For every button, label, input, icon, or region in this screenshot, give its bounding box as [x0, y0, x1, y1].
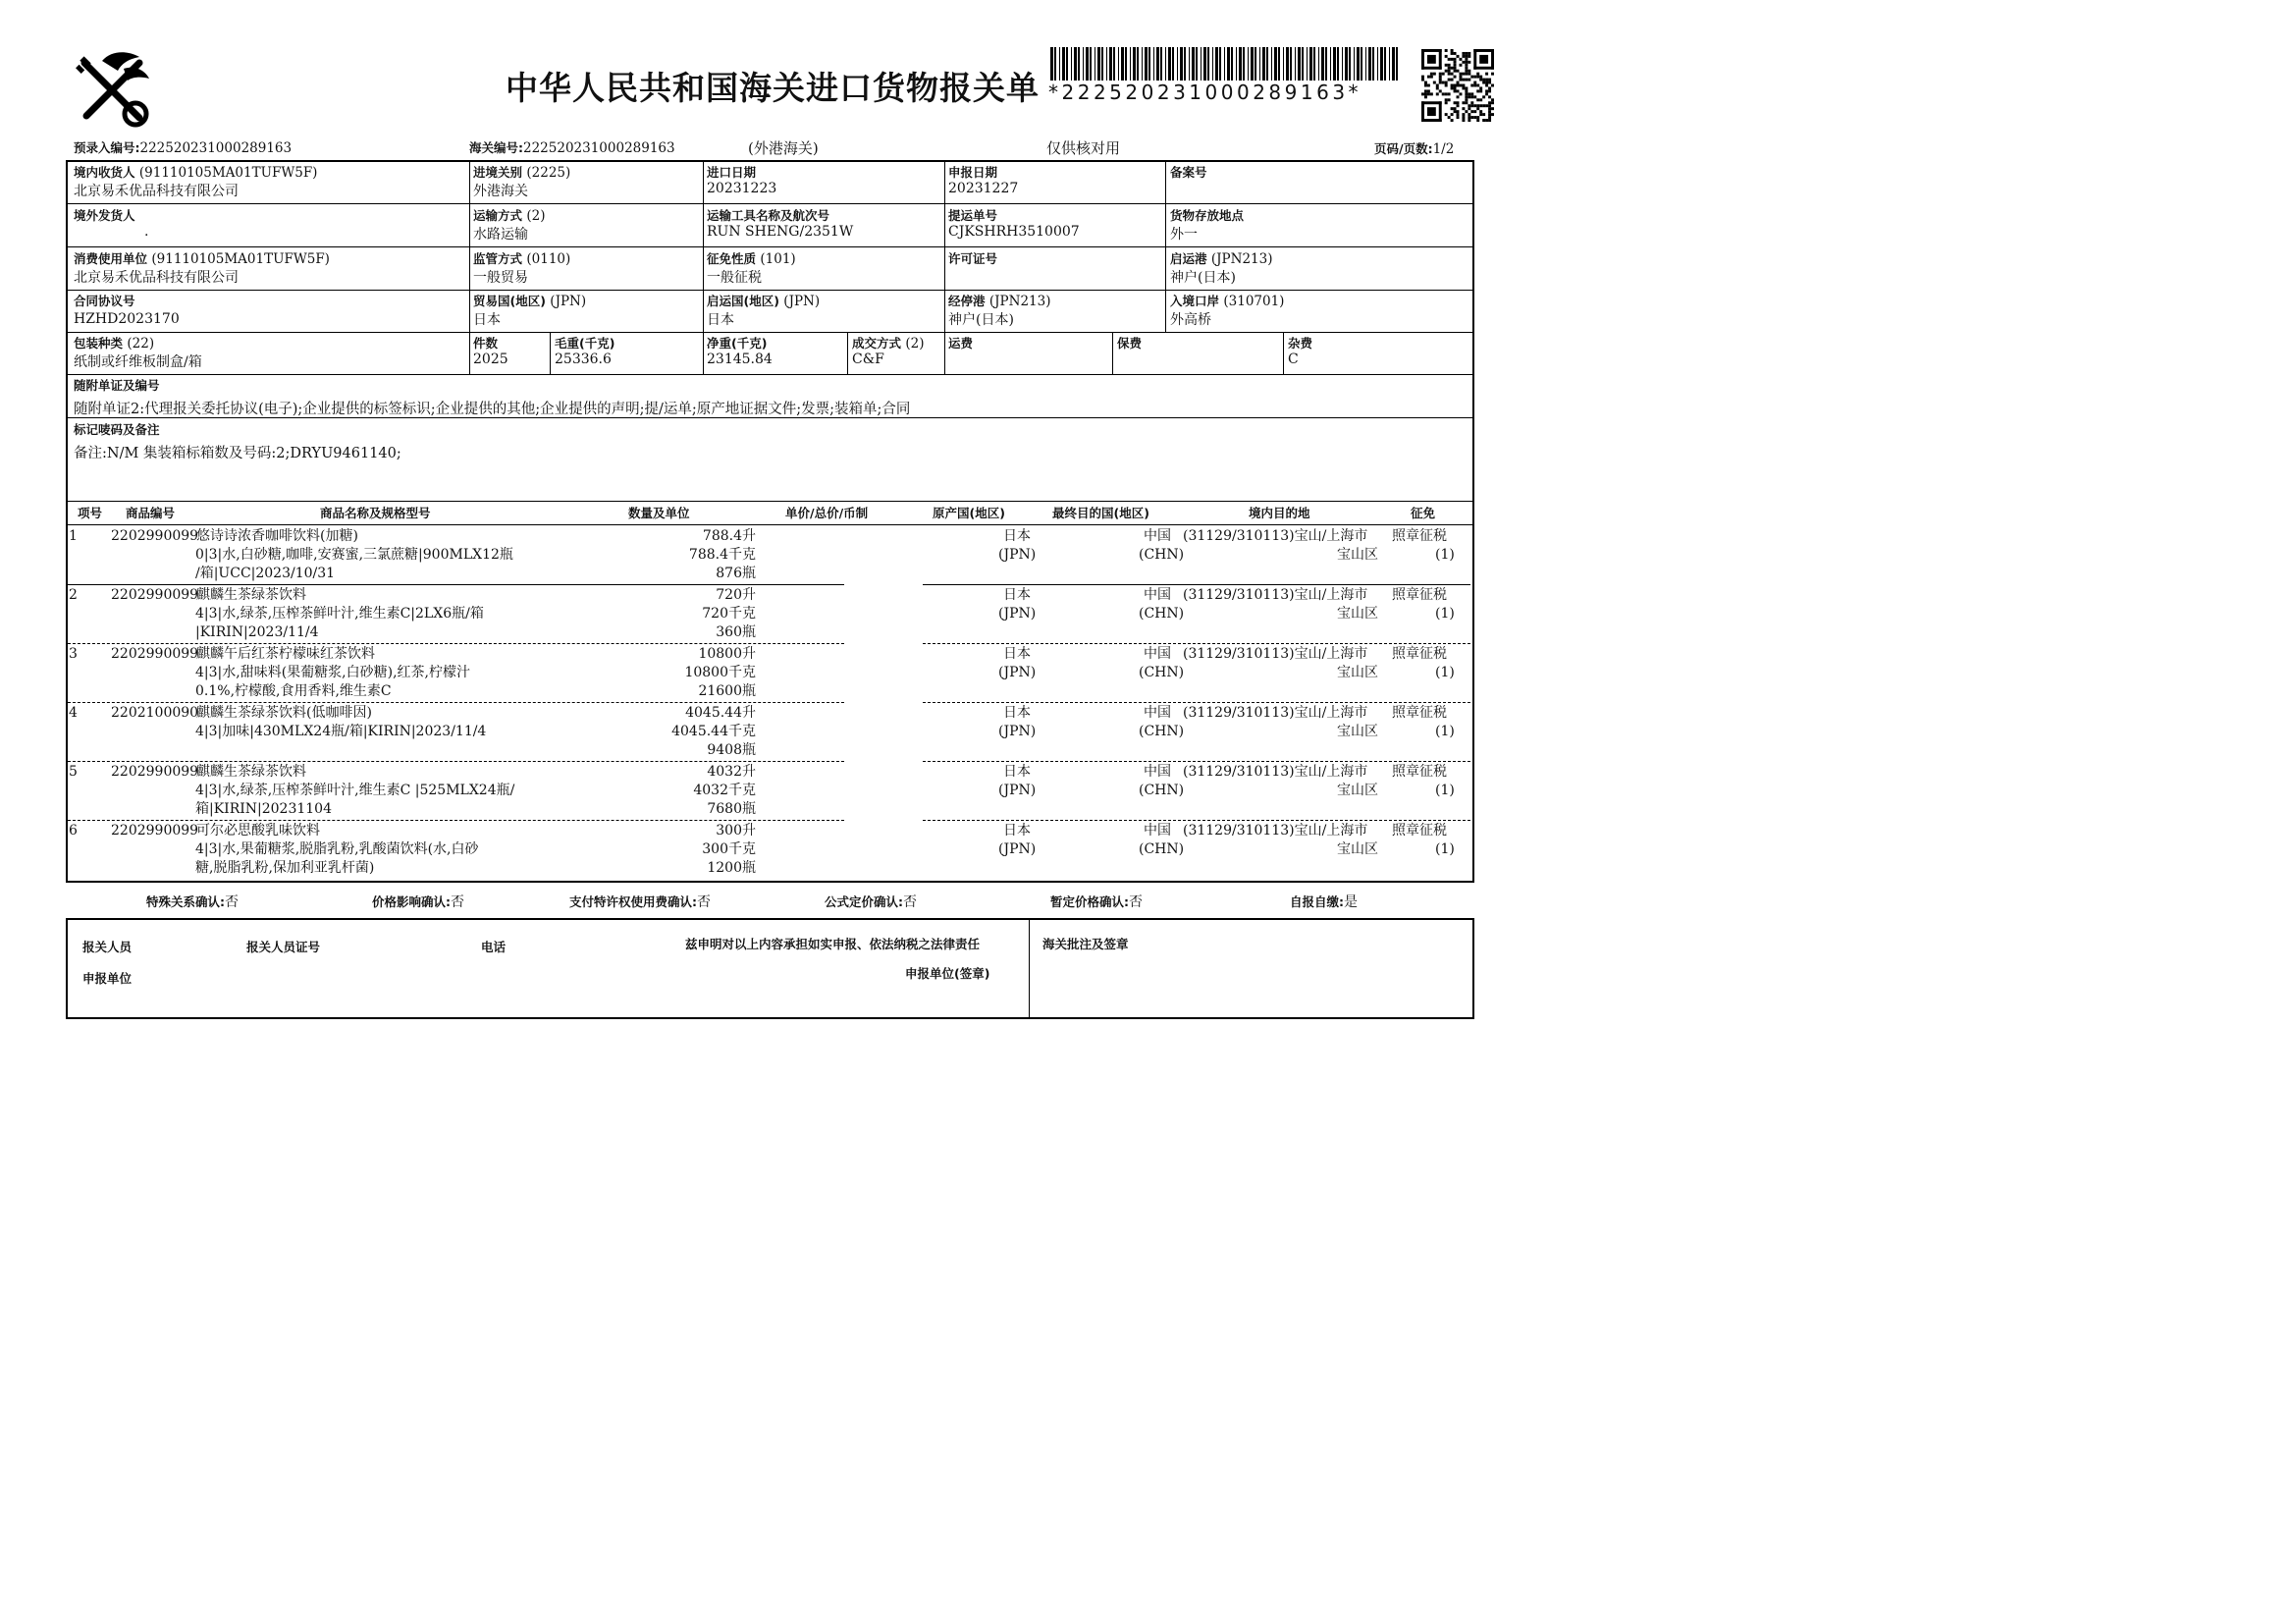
- import-date-field: 进口日期 20231223: [707, 165, 777, 196]
- misc-fee-field: 杂费 C: [1288, 336, 1313, 367]
- item-tax-code: (1): [1435, 724, 1455, 739]
- item-spec-line1: 4|3|水,甜味料(果葡糖浆,白砂糖),红茶,柠檬汁: [195, 665, 470, 680]
- dispatch-country-field: 启运国(地区) (JPN) 日本: [707, 294, 821, 328]
- item-tax-mode: 照章征税: [1392, 646, 1447, 662]
- item-final-dest: 中国: [1144, 646, 1171, 662]
- item-domestic-dest: (31129/310113)宝山/上海市: [1183, 646, 1368, 662]
- item-tax-code: (1): [1435, 606, 1455, 622]
- item-tax-mode: 照章征税: [1392, 705, 1447, 721]
- item-final-dest: 中国: [1144, 764, 1171, 780]
- pieces-field: 件数 2025: [473, 336, 508, 367]
- formula-price-confirm: 公式定价确认:否: [825, 894, 917, 910]
- item-qty1: 10800升: [698, 646, 756, 662]
- col-final-dest: 最终目的国(地区): [1052, 506, 1149, 520]
- item-name: 可尔必思酸乳味饮料: [196, 823, 320, 839]
- item-no: 5: [69, 764, 78, 780]
- item-tax-code: (1): [1435, 783, 1455, 798]
- item-qty1: 4032升: [707, 764, 756, 780]
- item-final-dest-code: (CHN): [1139, 724, 1185, 739]
- item-domestic-dest: (31129/310113)宝山/上海市: [1183, 587, 1368, 603]
- legal-statement: 兹申明对以上内容承担如实申报、依法纳税之法律责任: [685, 937, 981, 951]
- item-origin-code: (JPN): [998, 606, 1037, 622]
- item-qty2: 788.4千克: [688, 547, 756, 563]
- item-spec-line2: /箱|UCC|2023/10/31: [195, 566, 336, 581]
- item-domestic-dest-district: 宝山区: [1337, 665, 1378, 680]
- item-hs-code: 2202990099: [111, 528, 199, 544]
- item-domestic-dest-district: 宝山区: [1337, 724, 1378, 739]
- declare-unit-seal: 申报单位(签章): [905, 966, 990, 981]
- item-hs-code: 2202990099: [111, 764, 199, 780]
- row-separator-right: [923, 702, 1470, 703]
- qr-code: [1421, 49, 1494, 122]
- item-no: 4: [69, 705, 78, 721]
- notice-text: 仅供核对用: [1046, 139, 1121, 157]
- item-tax-mode: 照章征税: [1392, 587, 1447, 603]
- storage-field: 货物存放地点 外一: [1170, 208, 1245, 243]
- customs-emblem-icon: [73, 49, 153, 130]
- row-rule: [923, 584, 1470, 585]
- trade-country-field: 贸易国(地区) (JPN) 日本: [473, 294, 587, 328]
- item-spec-line1: 4|3|水,绿茶,压榨茶鲜叶汁,维生素C |525MLX24瓶/: [195, 783, 515, 798]
- package-field: 包装种类 (22) 纸制或纤维板制盒/箱: [74, 336, 202, 370]
- item-qty2: 4032千克: [693, 783, 756, 798]
- item-domestic-dest-district: 宝山区: [1337, 783, 1378, 798]
- entry-port-field: 入境口岸 (310701) 外高桥: [1170, 294, 1285, 328]
- col-tax: 征免: [1411, 506, 1436, 520]
- item-domestic-dest: (31129/310113)宝山/上海市: [1183, 823, 1368, 839]
- item-name: 麒麟生茶绿茶饮料(低咖啡因): [196, 705, 372, 721]
- bill-of-lading-field: 提运单号 CJKSHRH3510007: [948, 208, 1080, 240]
- row-separator-left: [68, 761, 844, 762]
- footer-frame: [66, 918, 1474, 1019]
- row-separator-right: [923, 643, 1470, 644]
- item-origin-code: (JPN): [998, 665, 1037, 680]
- declarant-label: 报关人员: [82, 940, 133, 954]
- col-price: 单价/总价/币制: [785, 506, 869, 520]
- item-origin: 日本: [1003, 646, 1031, 662]
- row-separator-right: [923, 820, 1470, 821]
- item-qty3: 360瓶: [716, 624, 756, 640]
- phone-label: 电话: [481, 940, 507, 954]
- declarant-id-label: 报关人员证号: [246, 940, 321, 954]
- item-domestic-dest-district: 宝山区: [1337, 547, 1378, 563]
- pre-entry-number: 预录入编号:222520231000289163: [74, 140, 293, 156]
- item-origin: 日本: [1003, 823, 1031, 839]
- page-indicator: 页码/页数:1/2: [1374, 141, 1455, 157]
- freight-field: 运费: [948, 336, 974, 351]
- transport-mode-field: 运输方式 (2) 水路运输: [473, 208, 546, 243]
- customs-office: (外港海关): [748, 139, 819, 157]
- royalty-confirm: 支付特许权使用费确认:否: [569, 894, 711, 910]
- item-origin-code: (JPN): [998, 841, 1037, 857]
- row-separator-left: [68, 643, 844, 644]
- departure-port-field: 启运港 (JPN213) 神户(日本): [1170, 251, 1273, 286]
- gross-weight-field: 毛重(千克) 25336.6: [555, 336, 615, 367]
- barcode: [1048, 47, 1402, 81]
- item-spec-line2: |KIRIN|2023/11/4: [195, 624, 319, 640]
- item-final-dest: 中国: [1144, 528, 1171, 544]
- item-origin-code: (JPN): [998, 724, 1037, 739]
- item-name: 麒麟生茶绿茶饮料: [196, 764, 306, 780]
- item-origin-code: (JPN): [998, 547, 1037, 563]
- item-qty3: 21600瓶: [698, 683, 756, 699]
- item-qty2: 4045.44千克: [671, 724, 756, 739]
- item-final-dest-code: (CHN): [1139, 841, 1185, 857]
- marks-remarks-field: 标记唛码及备注 备注:N/M 集装箱标箱数及号码:2;DRYU9461140;: [74, 422, 401, 461]
- item-tax-code: (1): [1435, 665, 1455, 680]
- item-origin: 日本: [1003, 764, 1031, 780]
- item-domestic-dest-district: 宝山区: [1337, 606, 1378, 622]
- row-separator-left: [68, 820, 844, 821]
- item-qty1: 720升: [716, 587, 756, 603]
- item-name: 麒麟生茶绿茶饮料: [196, 587, 306, 603]
- item-qty3: 876瓶: [716, 566, 756, 581]
- record-no-field: 备案号: [1170, 165, 1207, 180]
- col-item-no: 项号: [78, 506, 103, 520]
- deal-mode-field: 成交方式 (2) C&F: [852, 336, 925, 367]
- item-qty1: 300升: [716, 823, 756, 839]
- declare-date-field: 申报日期 20231227: [948, 165, 1019, 196]
- col-name-spec: 商品名称及规格型号: [320, 506, 431, 520]
- net-weight-field: 净重(千克) 23145.84: [707, 336, 773, 367]
- customs-number: 海关编号:222520231000289163: [469, 140, 675, 156]
- item-origin-code: (JPN): [998, 783, 1037, 798]
- item-qty3: 9408瓶: [707, 742, 756, 758]
- item-origin: 日本: [1003, 528, 1031, 544]
- transit-port-field: 经停港 (JPN213) 神户(日本): [948, 294, 1051, 328]
- document-title: 中华人民共和国海关进口货物报关单: [506, 69, 1040, 107]
- tax-nature-field: 征免性质 (101) 一般征税: [707, 251, 796, 286]
- item-domestic-dest: (31129/310113)宝山/上海市: [1183, 764, 1368, 780]
- shipper-field: 境外发货人 .: [74, 208, 149, 240]
- supervision-field: 监管方式 (0110) 一般贸易: [473, 251, 571, 286]
- item-spec-line2: 0.1%,柠檬酸,食用香料,维生素C: [195, 683, 392, 699]
- item-qty2: 300千克: [702, 841, 756, 857]
- item-spec-line2: 糖,脱脂乳粉,保加利亚乳杆菌): [195, 860, 375, 876]
- declare-unit-label: 申报单位: [82, 971, 133, 986]
- item-qty3: 1200瓶: [707, 860, 756, 876]
- item-hs-code: 2202990099: [111, 646, 199, 662]
- contract-field: 合同协议号 HZHD2023170: [74, 294, 180, 327]
- item-no: 1: [69, 528, 78, 544]
- self-pay-confirm: 自报自缴:是: [1290, 894, 1358, 910]
- row-rule: [68, 584, 843, 585]
- item-name: 麒麟午后红茶柠檬味红茶饮料: [196, 646, 375, 662]
- item-tax-code: (1): [1435, 841, 1455, 857]
- col-domestic-dest: 境内目的地: [1249, 506, 1310, 520]
- item-no: 6: [69, 823, 78, 839]
- item-origin: 日本: [1003, 705, 1031, 721]
- row-separator-right: [923, 761, 1470, 762]
- item-tax-mode: 照章征税: [1392, 823, 1447, 839]
- item-final-dest-code: (CHN): [1139, 665, 1185, 680]
- item-domestic-dest: (31129/310113)宝山/上海市: [1183, 528, 1368, 544]
- item-qty1: 788.4升: [702, 528, 756, 544]
- item-no: 3: [69, 646, 78, 662]
- item-qty2: 10800千克: [684, 665, 756, 680]
- item-final-dest-code: (CHN): [1139, 783, 1185, 798]
- item-domestic-dest-district: 宝山区: [1337, 841, 1378, 857]
- item-qty1: 4045.44升: [685, 705, 756, 721]
- item-hs-code: 2202990099: [111, 587, 199, 603]
- item-final-dest: 中国: [1144, 587, 1171, 603]
- item-spec-line1: 4|3|水,果葡糖浆,脱脂乳粉,乳酸菌饮料(水,白砂: [195, 841, 479, 857]
- special-relation-confirm: 特殊关系确认:否: [146, 894, 239, 910]
- insurance-field: 保费: [1117, 336, 1143, 351]
- item-tax-mode: 照章征税: [1392, 764, 1447, 780]
- documents-field: 随附单证及编号 随附单证2:代理报关委托协议(电子);企业提供的标签标识;企业提供的其他;企业提供的声明;提/运单;原产地证据文件;发票;装箱单;合同: [74, 378, 911, 417]
- item-tax-mode: 照章征税: [1392, 528, 1447, 544]
- customs-approval-label: 海关批注及签章: [1042, 937, 1129, 951]
- vessel-field: 运输工具名称及航次号 RUN SHENG/2351W: [707, 208, 854, 240]
- item-qty3: 7680瓶: [707, 801, 756, 817]
- item-final-dest: 中国: [1144, 823, 1171, 839]
- item-origin: 日本: [1003, 587, 1031, 603]
- item-final-dest: 中国: [1144, 705, 1171, 721]
- barcode-text: *222520231000289163*: [1048, 81, 1362, 104]
- item-qty2: 720千克: [702, 606, 756, 622]
- item-domestic-dest: (31129/310113)宝山/上海市: [1183, 705, 1368, 721]
- entry-office-field: 进境关别 (2225) 外港海关: [473, 165, 571, 199]
- row-separator-left: [68, 702, 844, 703]
- provisional-price-confirm: 暂定价格确认:否: [1050, 894, 1143, 910]
- item-spec-line1: 4|3|水,绿茶,压榨茶鲜叶汁,维生素C|2LX6瓶/箱: [195, 606, 484, 622]
- item-tax-code: (1): [1435, 547, 1455, 563]
- item-final-dest-code: (CHN): [1139, 606, 1185, 622]
- item-final-dest-code: (CHN): [1139, 547, 1185, 563]
- item-hs-code: 2202990099: [111, 823, 199, 839]
- item-no: 2: [69, 587, 78, 603]
- item-spec-line2: 箱|KIRIN|20231104: [195, 801, 333, 817]
- item-name: 悠诗诗浓香咖啡饮料(加糖): [196, 528, 358, 544]
- item-spec-line1: 4|3|加味|430MLX24瓶/箱|KIRIN|2023/11/4: [195, 724, 487, 739]
- consumer-field: 消费使用单位 (91110105MA01TUFW5F) 北京易禾优品科技有限公司: [74, 251, 330, 286]
- item-spec-line1: 0|3|水,白砂糖,咖啡,安赛蜜,三氯蔗糖|900MLX12瓶: [195, 547, 513, 563]
- col-qty-unit: 数量及单位: [628, 506, 690, 520]
- col-hs-code: 商品编号: [126, 506, 176, 520]
- price-effect-confirm: 价格影响确认:否: [372, 894, 464, 910]
- col-origin: 原产国(地区): [933, 506, 1005, 520]
- license-field: 许可证号: [948, 251, 998, 266]
- consignee-field: 境内收货人 (91110105MA01TUFW5F) 北京易禾优品科技有限公司: [74, 165, 318, 199]
- item-hs-code: 2202100090: [111, 705, 199, 721]
